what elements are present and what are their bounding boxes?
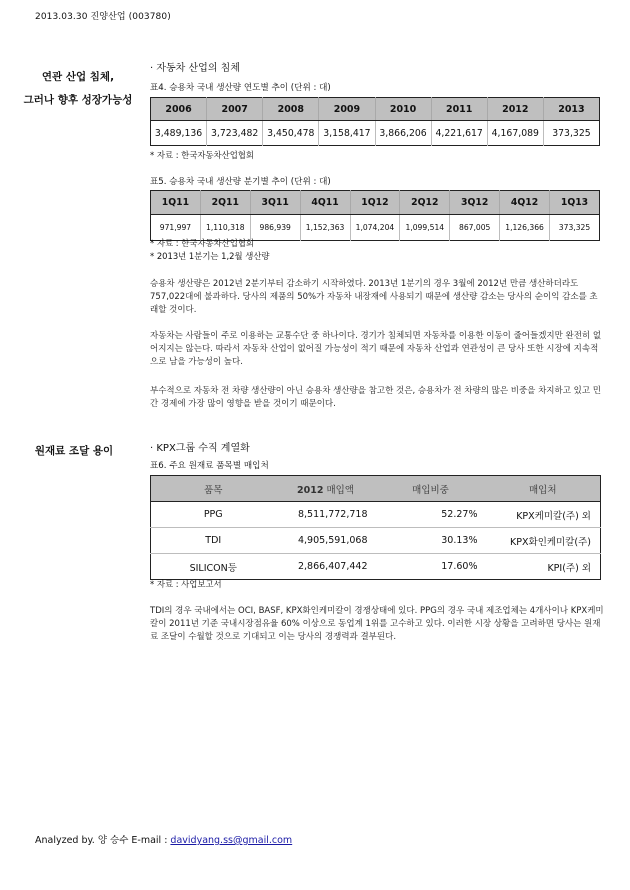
sidebar-heading-industry (14, 66, 142, 112)
table-header-row (151, 476, 601, 502)
sidebar-heading-materials: 원재료 조달 용이 (34, 445, 114, 457)
footer-analyst: Analyzed by. 양 승수 E-mail : (35, 835, 171, 846)
table-header-row (151, 98, 600, 121)
year-header: 2009 (319, 98, 375, 121)
year-header: 2011 (431, 98, 487, 121)
ratio-cell: 30.13% (376, 528, 486, 554)
production-cell: 1,126,366 (500, 215, 550, 241)
purchase-table (150, 475, 601, 580)
production-cell: 3,489,136 (154, 127, 203, 139)
table5-footnote: * 2013년 1분기는 1,2월 생산량 (150, 251, 270, 261)
production-cell: 1,152,363 (300, 215, 350, 241)
supplier-cell: KPI(주) 외 (547, 562, 591, 574)
quarter-header: 2Q12 (400, 191, 450, 215)
amount-cell: 4,905,591,068 (276, 528, 376, 554)
production-cell: 3,158,417 (319, 121, 375, 146)
table-row (151, 121, 600, 146)
table6-caption: 표6. 주요 원재료 품목별 매입처 (150, 461, 269, 471)
email-link[interactable]: davidyang.ss@gmail.com (170, 835, 293, 846)
production-cell: 1,074,204 (350, 215, 400, 241)
table6-source: * 자료 : 사업보고서 (150, 579, 222, 589)
year-header: 2006 (151, 98, 207, 121)
item-cell: PPG (151, 502, 276, 528)
table5-caption: 표5. 승용차 국내 생산량 분기별 추이 (단위 : 대) (150, 177, 331, 187)
item-cell: SILICON등 (189, 562, 237, 574)
footer (35, 832, 292, 846)
quarter-header: 1Q12 (350, 191, 400, 215)
production-cell: 1,110,318 (200, 215, 250, 241)
amount-header (276, 476, 376, 502)
production-cell: 373,325 (550, 215, 600, 241)
quarter-header: 4Q12 (500, 191, 550, 215)
ratio-cell: 17.60% (441, 561, 478, 572)
table4-caption: 표4. 승용차 국내 생산량 연도별 추이 (단위 : 대) (150, 83, 331, 93)
quarter-header: 3Q12 (450, 191, 500, 215)
section-title-kpx: · KPX그룹 수직 계열화 (150, 443, 250, 454)
amount-cell: 8,511,772,718 (276, 502, 376, 528)
year-header: 2013 (543, 98, 599, 121)
amount-header-label: 매입액 (323, 484, 354, 496)
supplier-cell: KPX케미칼(주) 외 (486, 502, 601, 528)
quarter-header: 3Q11 (250, 191, 300, 215)
production-cell: 1,099,514 (400, 215, 450, 241)
sidebar-heading-line: 연관 산업 침체, (41, 71, 115, 83)
table5-notes (150, 237, 270, 263)
production-cell: 971,997 (159, 223, 192, 232)
amount-header-year: 2012 (296, 484, 324, 496)
table5-source: * 자료 : 한국자동차산업협회 (150, 238, 254, 248)
year-header: 2007 (207, 98, 263, 121)
table4-source: * 자료 : 한국자동차산업협회 (150, 150, 254, 160)
item-header: 품목 (151, 476, 276, 502)
document-header: 2013.03.30 진양산업 (003780) (35, 12, 171, 22)
paragraph-passenger-car-note: 부수적으로 자동차 전 차량 생산량이 아닌 승용차 생산량을 참고한 것은, 승용차가 전 차량의 많은 비중을 차지하고 있고 민간 경제에 가장 많이 영향을 받을 것이기 때문이다. (150, 386, 601, 409)
table-row (151, 528, 601, 554)
production-cell: 3,450,478 (263, 121, 319, 146)
production-cell: 4,221,617 (431, 121, 487, 146)
production-cell: 3,723,482 (207, 121, 263, 146)
item-cell: TDI (151, 528, 276, 554)
table-row (151, 554, 601, 580)
table-header-row (151, 191, 600, 215)
production-cell: 867,005 (450, 215, 500, 241)
quarter-header: 1Q11 (151, 191, 201, 215)
paragraph-supply-chain: TDI의 경우 국내에서는 OCI, BASF, KPX화인케미칼이 경쟁상태에 있다. PPG의 경우 국내 제조업체는 4개사이나 KPX케미칼이 2011년 기준 국내시장점유율 60% 이상으로 동업계 1위를 고수하고 있다. 이러한 시장 상황을 고려하면 당사는 원재료 조달이 수월할 것으로 기대되고 이는 당사의 경쟁력과 결부된다. (150, 606, 604, 642)
supplier-cell: KPX화인케미칼(주) (486, 528, 601, 554)
paragraph-auto-outlook: 자동차는 사람들이 주로 이용하는 교통수단 중 하나이다. 경기가 침체되면 자동차를 이용한 이동이 줄어들겠지만 완전히 없어지지는 않는다. 따라서 자동차 산업이 없어질 가능성이 적기 때문에 자동차 산업과 연관성이 큰 당사 또한 시장에 지속적으로 남을 가능성이 높다. (150, 331, 602, 367)
quarterly-production-table (150, 190, 600, 241)
quarter-header: 1Q13 (550, 191, 600, 215)
paragraph-production-decline: 승용차 생산량은 2012년 2분기부터 감소하기 시작하였다. 2013년 1분기의 경우 3월에 2012년 만큼 생산하더라도 757,022대에 불과하다. 당사의 제품의 50%가 자동차 내장재에 사용되기 때문에 생산량 감소는 당사의 순이익 감소를 초래할 것이다. (150, 279, 598, 315)
ratio-header: 매입비중 (376, 476, 486, 502)
amount-cell: 2,866,407,442 (297, 561, 368, 572)
year-header: 2010 (375, 98, 431, 121)
supplier-header: 매입처 (486, 476, 601, 502)
table-row (151, 502, 601, 528)
ratio-cell: 52.27% (376, 502, 486, 528)
year-header: 2012 (487, 98, 543, 121)
year-header: 2008 (263, 98, 319, 121)
production-cell: 4,167,089 (487, 121, 543, 146)
annual-production-table (150, 97, 600, 146)
quarter-header: 4Q11 (300, 191, 350, 215)
section-title-auto-industry: · 자동차 산업의 침체 (150, 63, 240, 74)
production-cell: 986,939 (250, 215, 300, 241)
production-cell: 3,866,206 (375, 121, 431, 146)
quarter-header: 2Q11 (200, 191, 250, 215)
production-cell: 373,325 (543, 121, 599, 146)
sidebar-heading-line: 그러나 향후 성장가능성 (23, 94, 133, 106)
